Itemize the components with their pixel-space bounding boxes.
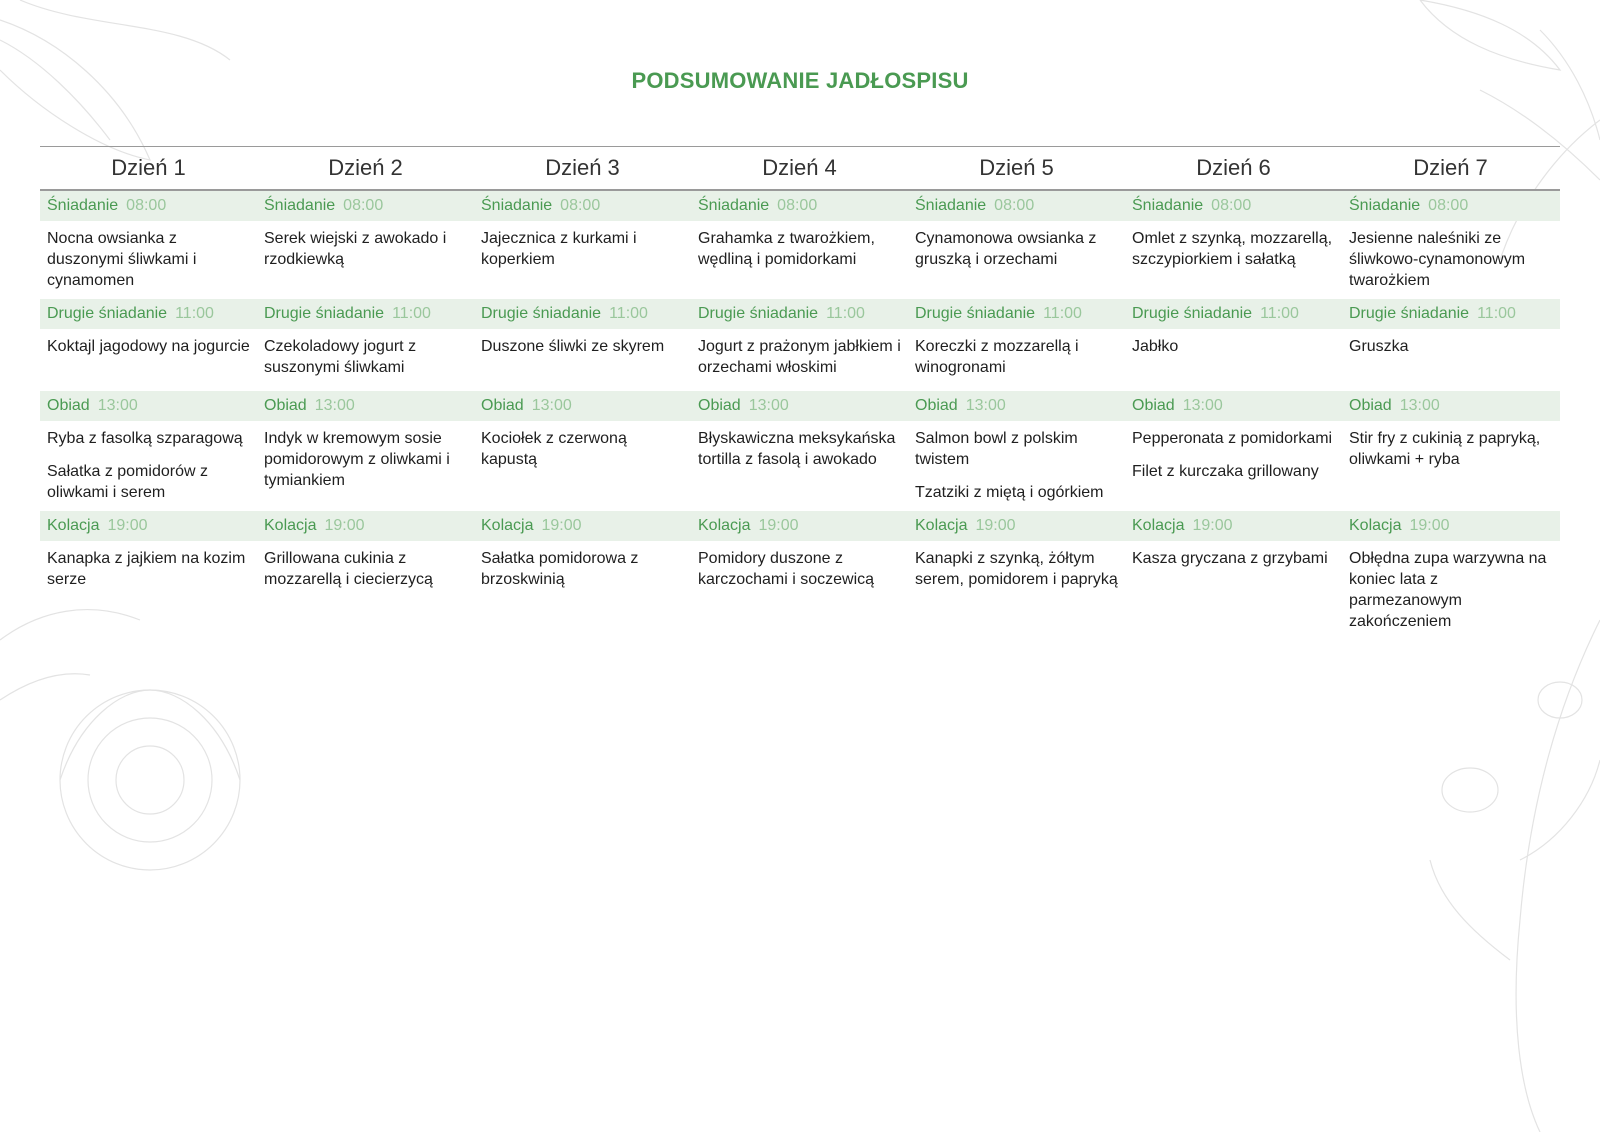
meal-label: [257, 517, 474, 535]
meal-time: 13:00: [531, 397, 572, 414]
meal-name: Kolacja: [264, 517, 317, 534]
meal-name: Kolacja: [1349, 517, 1402, 534]
meal-name: Drugie śniadanie: [264, 305, 385, 322]
meal-label: [908, 397, 1125, 415]
dish-name: Ryba z fasolką szparagową: [47, 430, 243, 447]
meal-name: Drugie śniadanie: [47, 305, 168, 322]
meal-time: 11:00: [1477, 305, 1516, 322]
dish-name: Pomidory duszone z karczochami i soczewicą: [698, 550, 875, 588]
dish-name: Błyskawiczna meksykańska tortilla z fasolą i awokado: [698, 430, 896, 468]
dish-cell: [1125, 329, 1342, 357]
dish-name: Czekoladowy jogurt z suszonymi śliwkami: [264, 338, 417, 376]
dish-name: Grillowana cukinia z mozzarellą i ciecierzycą: [264, 550, 433, 588]
dish-cell: [1125, 421, 1342, 482]
dish-name: Kociołek z czerwoną kapustą: [481, 430, 627, 468]
dish-name: Gruszka: [1349, 338, 1409, 355]
dish-cell: [1342, 329, 1559, 357]
meal-time: 13:00: [1399, 397, 1440, 414]
meal-label: [1342, 517, 1559, 535]
meal-time: 08:00: [343, 197, 384, 214]
meal-label: [1125, 397, 1342, 415]
meal-time: 08:00: [994, 197, 1035, 214]
dish-name: Koreczki z mozzarellą i winogronami: [915, 338, 1079, 376]
day-header: Dzień 3: [545, 155, 620, 180]
dish-cell: [474, 221, 691, 270]
dish-name: Sałatka z pomidorów z oliwkami i serem: [47, 463, 208, 501]
dish-cell: [691, 329, 908, 378]
dish-name: Nocna owsianka z duszonymi śliwkami i cynamomen: [47, 230, 197, 289]
meal-name: Drugie śniadanie: [481, 305, 602, 322]
dish-cell: [1342, 221, 1559, 291]
meal-time: 08:00: [560, 197, 601, 214]
dish-row: [40, 221, 1560, 299]
dish-cell: [257, 221, 474, 270]
meal-time: 13:00: [1182, 397, 1223, 414]
meal-label: [40, 397, 257, 415]
dish-name: Kanapka z jajkiem na kozim serze: [47, 550, 246, 588]
meal-label: [908, 197, 1125, 215]
meal-name: Drugie śniadanie: [698, 305, 819, 322]
dish-name: Sałatka pomidorowa z brzoskwinią: [481, 550, 639, 588]
meal-label: [1125, 305, 1342, 323]
dish-cell: [40, 541, 257, 590]
dish-name: Serek wiejski z awokado i rzodkiewką: [264, 230, 447, 268]
dish-cell: [474, 421, 691, 470]
meal-plan-table: [40, 146, 1560, 640]
meal-label: [908, 305, 1125, 323]
dish-name: Jogurt z prażonym jabłkiem i orzechami włoskimi: [698, 338, 901, 376]
dish-cell: [1342, 421, 1559, 470]
dish-cell: [40, 221, 257, 291]
day-header: Dzień 1: [111, 155, 186, 180]
meal-time: 19:00: [758, 517, 799, 534]
dish-name: Stir fry z cukinią z papryką, oliwkami + ryba: [1349, 430, 1541, 468]
meal-label: [474, 517, 691, 535]
meal-name: Kolacja: [698, 517, 751, 534]
meal-time: 13:00: [965, 397, 1006, 414]
meal-label: [257, 397, 474, 415]
meal-time: 11:00: [1260, 305, 1299, 322]
meal-label: [40, 305, 257, 323]
meal-name: Śniadanie: [264, 197, 336, 214]
dish-name: Cynamonowa owsianka z gruszką i orzechami: [915, 230, 1097, 268]
dish-name: Kasza gryczana z grzybami: [1132, 550, 1328, 567]
dish-cell: [908, 221, 1125, 270]
day-header-row: [40, 147, 1560, 191]
meal-label: [691, 305, 908, 323]
meal-name: Śniadanie: [481, 197, 553, 214]
meal-label: [1342, 397, 1559, 415]
meal-name: Drugie śniadanie: [1132, 305, 1253, 322]
dish-cell: [908, 329, 1125, 378]
dish-name: Pepperonata z pomidorkami: [1132, 430, 1333, 447]
day-header: Dzień 5: [979, 155, 1054, 180]
meal-name: Śniadanie: [915, 197, 987, 214]
meal-band: [40, 511, 1560, 541]
meal-label: [257, 197, 474, 215]
meal-name: Kolacja: [915, 517, 968, 534]
meal-name: Obiad: [481, 397, 524, 414]
meal-time: 19:00: [107, 517, 148, 534]
dish-row: [40, 421, 1560, 511]
meal-time: 19:00: [1192, 517, 1233, 534]
meal-label: [1342, 197, 1559, 215]
meal-label: [474, 397, 691, 415]
dish-row: [40, 329, 1560, 391]
dish-name: Jesienne naleśniki ze śliwkowo-cynamonowym twarożkiem: [1349, 230, 1526, 289]
dish-cell: [691, 541, 908, 590]
meal-time: 13:00: [748, 397, 789, 414]
meal-label: [474, 197, 691, 215]
page-title: PODSUMOWANIE JADŁOSPISU: [631, 68, 969, 93]
dish-cell: [691, 221, 908, 270]
dish-name: Obłędna zupa warzywna na koniec lata z parmezanowym zakończeniem: [1349, 550, 1547, 630]
day-header: Dzień 4: [762, 155, 837, 180]
dish-cell: [1125, 221, 1342, 270]
meal-time: 13:00: [97, 397, 138, 414]
meal-time: 08:00: [1428, 197, 1469, 214]
meal-time: 11:00: [609, 305, 648, 322]
meal-band: [40, 191, 1560, 221]
dish-cell: [908, 541, 1125, 590]
meal-name: Śniadanie: [698, 197, 770, 214]
meal-label: [691, 397, 908, 415]
dish-cell: [257, 421, 474, 491]
dish-cell: [691, 421, 908, 470]
meal-time: 13:00: [314, 397, 355, 414]
dish-name: Omlet z szynką, mozzarellą, szczypiorkiem i sałatką: [1132, 230, 1333, 268]
meal-label: [1125, 517, 1342, 535]
meal-name: Śniadanie: [1132, 197, 1204, 214]
meal-time: 11:00: [826, 305, 865, 322]
dish-cell: [257, 541, 474, 590]
meal-name: Obiad: [915, 397, 958, 414]
meal-name: Obiad: [264, 397, 307, 414]
meal-time: 11:00: [175, 305, 214, 322]
meal-name: Śniadanie: [47, 197, 119, 214]
dish-cell: [474, 329, 691, 357]
day-header: Dzień 6: [1196, 155, 1271, 180]
meal-label: [691, 197, 908, 215]
meal-name: Kolacja: [481, 517, 534, 534]
meal-label: [257, 305, 474, 323]
meal-time: 19:00: [975, 517, 1016, 534]
meal-time: 08:00: [777, 197, 818, 214]
meal-label: [1342, 305, 1559, 323]
dish-name: Jajecznica z kurkami i koperkiem: [481, 230, 637, 268]
meal-time: 08:00: [1211, 197, 1252, 214]
dish-row: [40, 541, 1560, 640]
dish-cell: [908, 421, 1125, 503]
meal-band: [40, 391, 1560, 421]
dish-name: Duszone śliwki ze skyrem: [481, 338, 665, 355]
dish-name: Kanapki z szynką, żółtym serem, pomidorem i papryką: [915, 550, 1118, 588]
meal-label: [40, 197, 257, 215]
dish-name: Koktajl jagodowy na jogurcie: [47, 338, 250, 355]
meal-time: 19:00: [541, 517, 582, 534]
day-header: Dzień 7: [1413, 155, 1488, 180]
meal-rows: [40, 191, 1560, 640]
meal-name: Obiad: [47, 397, 90, 414]
meal-name: Drugie śniadanie: [915, 305, 1036, 322]
day-header: Dzień 2: [328, 155, 403, 180]
meal-name: Drugie śniadanie: [1349, 305, 1470, 322]
meal-name: Kolacja: [47, 517, 100, 534]
dish-cell: [1342, 541, 1559, 632]
dish-cell: [474, 541, 691, 590]
meal-name: Śniadanie: [1349, 197, 1421, 214]
meal-time: 19:00: [1409, 517, 1450, 534]
meal-name: Obiad: [1349, 397, 1392, 414]
dish-name: Jabłko: [1132, 338, 1179, 355]
meal-time: 11:00: [392, 305, 431, 322]
meal-name: Kolacja: [1132, 517, 1185, 534]
meal-time: 19:00: [324, 517, 365, 534]
dish-cell: [40, 329, 257, 357]
dish-cell: [40, 421, 257, 503]
dish-name: Salmon bowl z polskim twistem: [915, 430, 1078, 468]
meal-name: Obiad: [698, 397, 741, 414]
dish-cell: [1125, 541, 1342, 569]
meal-label: [1125, 197, 1342, 215]
meal-label: [40, 517, 257, 535]
dish-cell: [257, 329, 474, 378]
meal-time: 08:00: [126, 197, 167, 214]
meal-label: [691, 517, 908, 535]
meal-time: 11:00: [1043, 305, 1082, 322]
meal-name: Obiad: [1132, 397, 1175, 414]
dish-name: Indyk w kremowym sosie pomidorowym z oliwkami i tymiankiem: [264, 430, 450, 489]
dish-name: Grahamka z twarożkiem, wędliną i pomidorkami: [698, 230, 875, 268]
dish-name: Filet z kurczaka grillowany: [1132, 463, 1319, 480]
meal-band: [40, 299, 1560, 329]
meal-label: [474, 305, 691, 323]
meal-label: [908, 517, 1125, 535]
dish-name: Tzatziki z miętą i ogórkiem: [915, 484, 1104, 501]
